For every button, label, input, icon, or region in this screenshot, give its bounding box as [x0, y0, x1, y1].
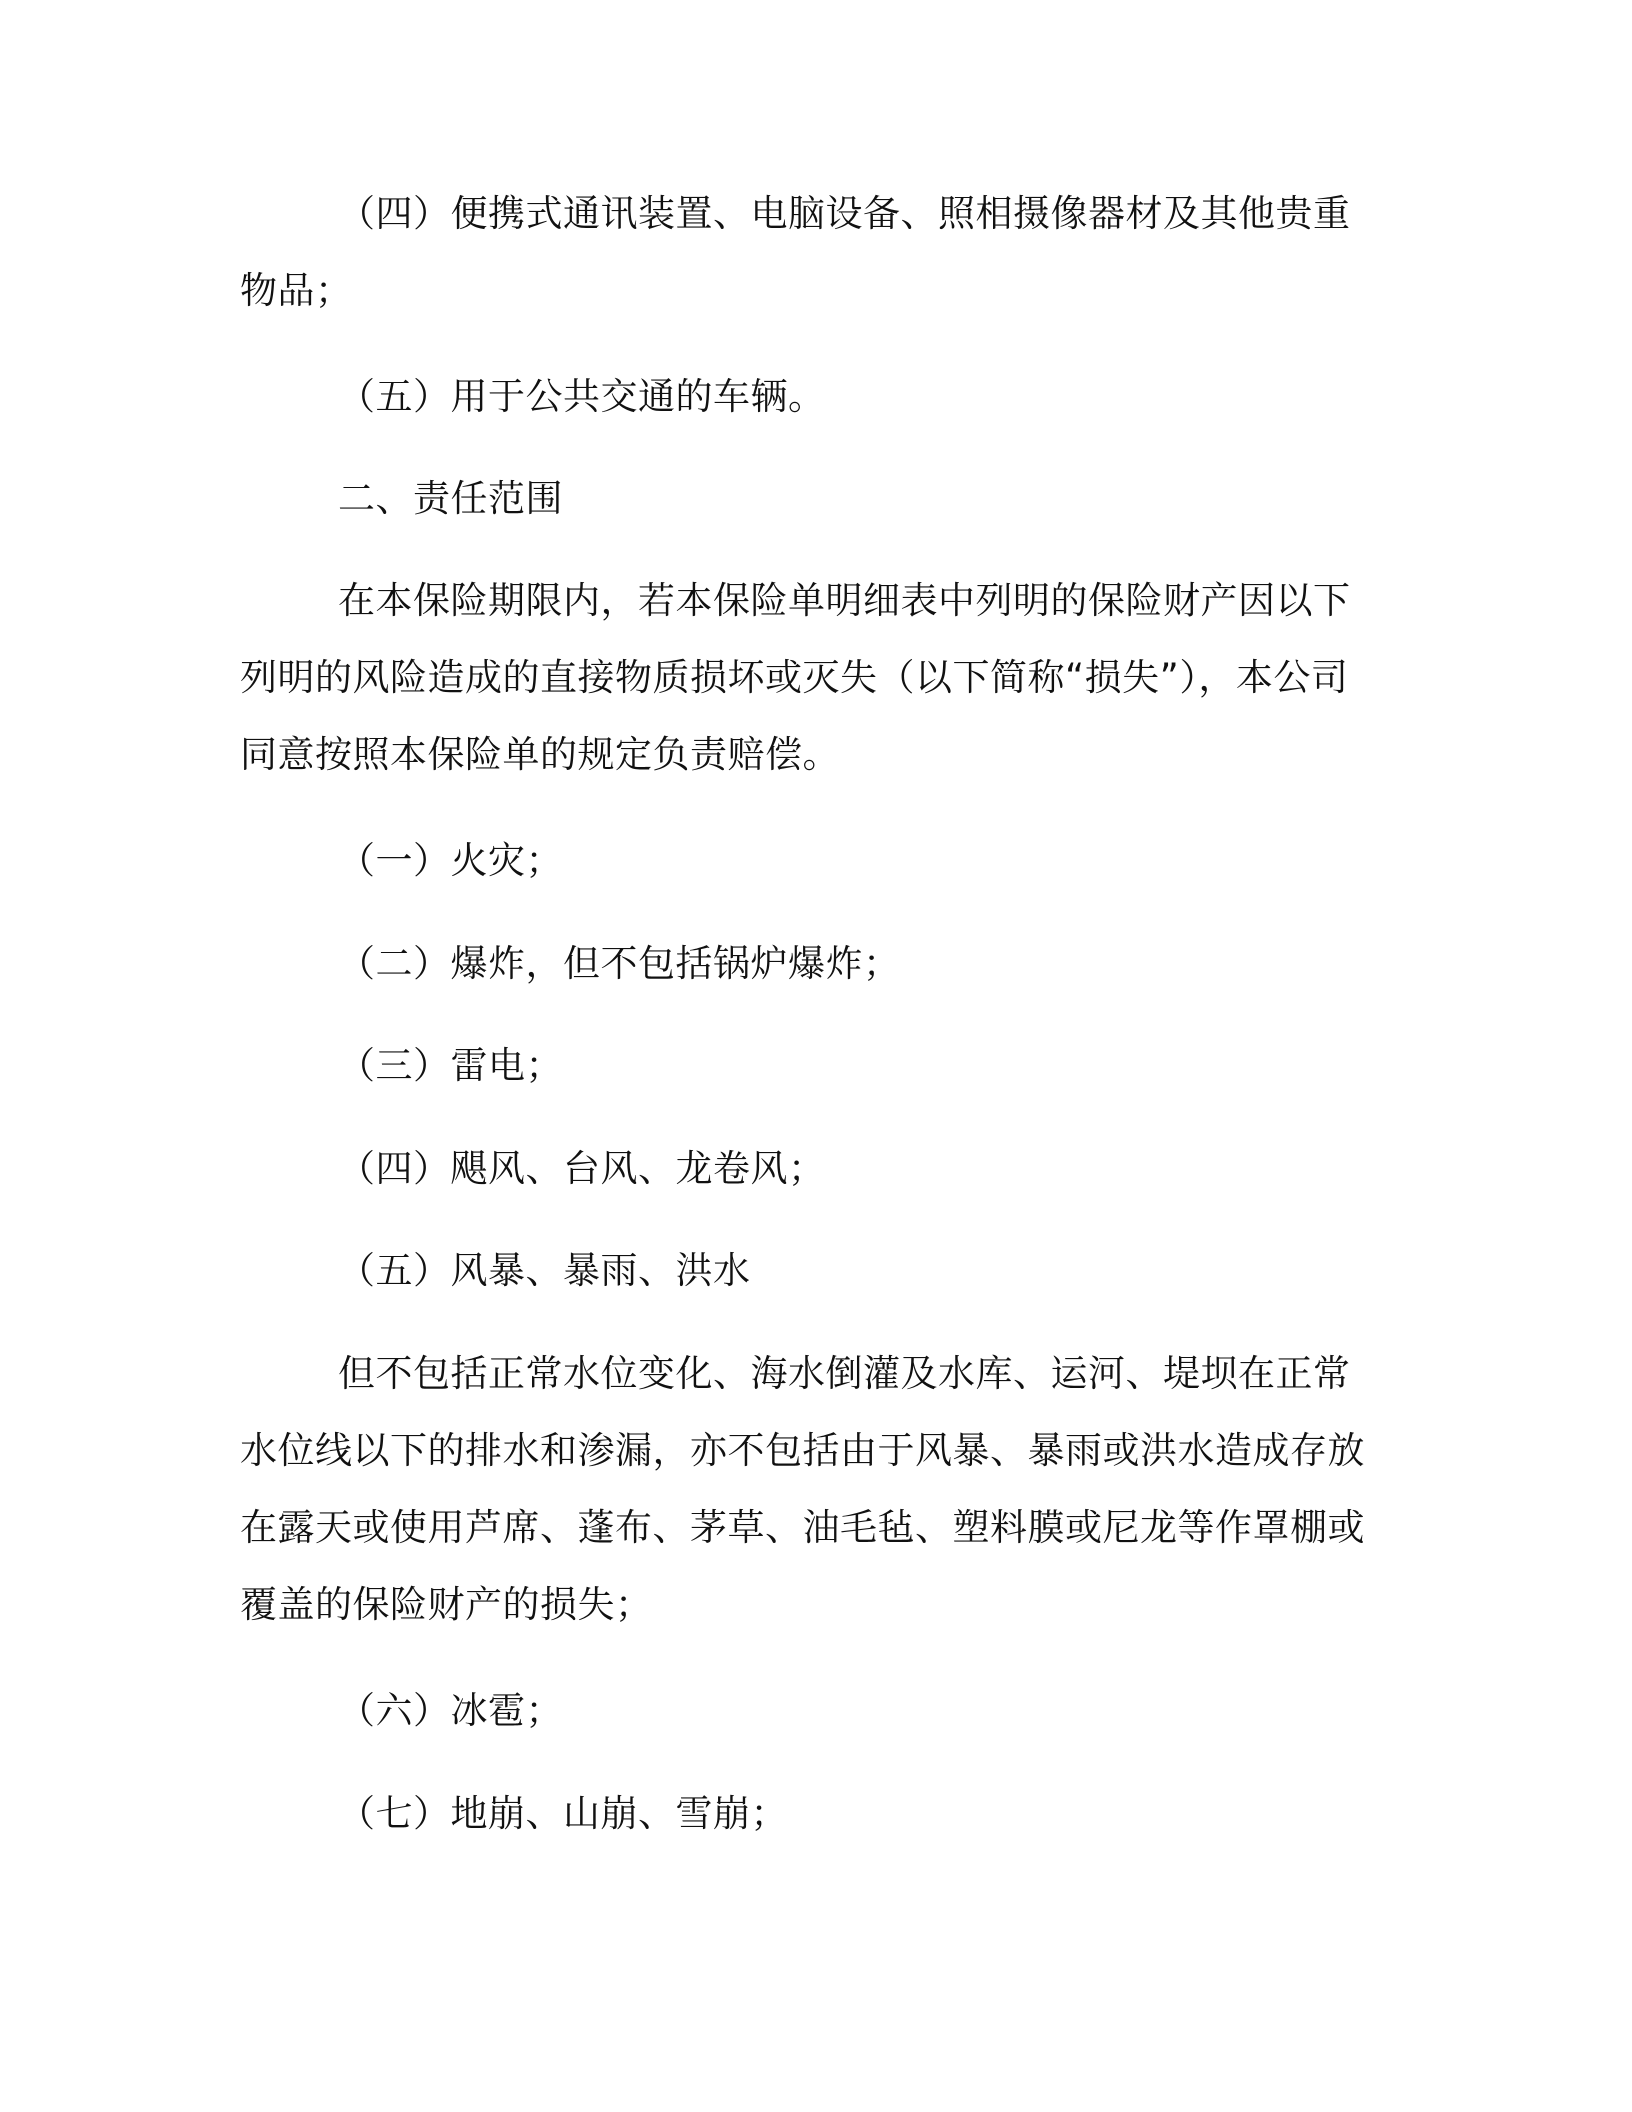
- paragraph-risk-fire: （一）火灾；: [338, 839, 563, 882]
- paragraph-risk-lightning: （三）雷电；: [338, 1044, 563, 1087]
- paragraph-item-5-public-transport: （五）用于公共交通的车辆。: [338, 375, 826, 418]
- paragraph-risk-hail: （六）冰雹；: [338, 1689, 563, 1732]
- paragraph-flood-exclusion: 但不包括正常水位变化、海水倒灌及水库、运河、堤坝在正常水位线以下的排水和渗漏，亦不包括由于风暴、暴雨或洪水造成存放在露天或使用芦席、蓬布、茅草、油毛毡、塑料膜或尼龙等作罩棚或覆盖的保险财产的损失；: [240, 1352, 1365, 1626]
- section-heading-liability-scope: 二、责任范围: [338, 477, 563, 520]
- paragraph-risk-explosion: （二）爆炸，但不包括锅炉爆炸；: [338, 942, 901, 985]
- paragraph-liability-intro: 在本保险期限内，若本保险单明细表中列明的保险财产因以下列明的风险造成的直接物质损坏或灭失（以下简称“损失”），本公司同意按照本保险单的规定负责赔偿。: [240, 579, 1351, 776]
- paragraph-risk-storm-flood: （五）风暴、暴雨、洪水: [338, 1249, 751, 1292]
- paragraph-risk-landslide: （七）地崩、山崩、雪崩；: [338, 1792, 788, 1835]
- paragraph-item-4-portable-devices: （四）便携式通讯装置、电脑设备、照相摄像器材及其他贵重物品；: [240, 192, 1351, 312]
- paragraph-risk-hurricane: （四）飓风、台风、龙卷风；: [338, 1147, 826, 1190]
